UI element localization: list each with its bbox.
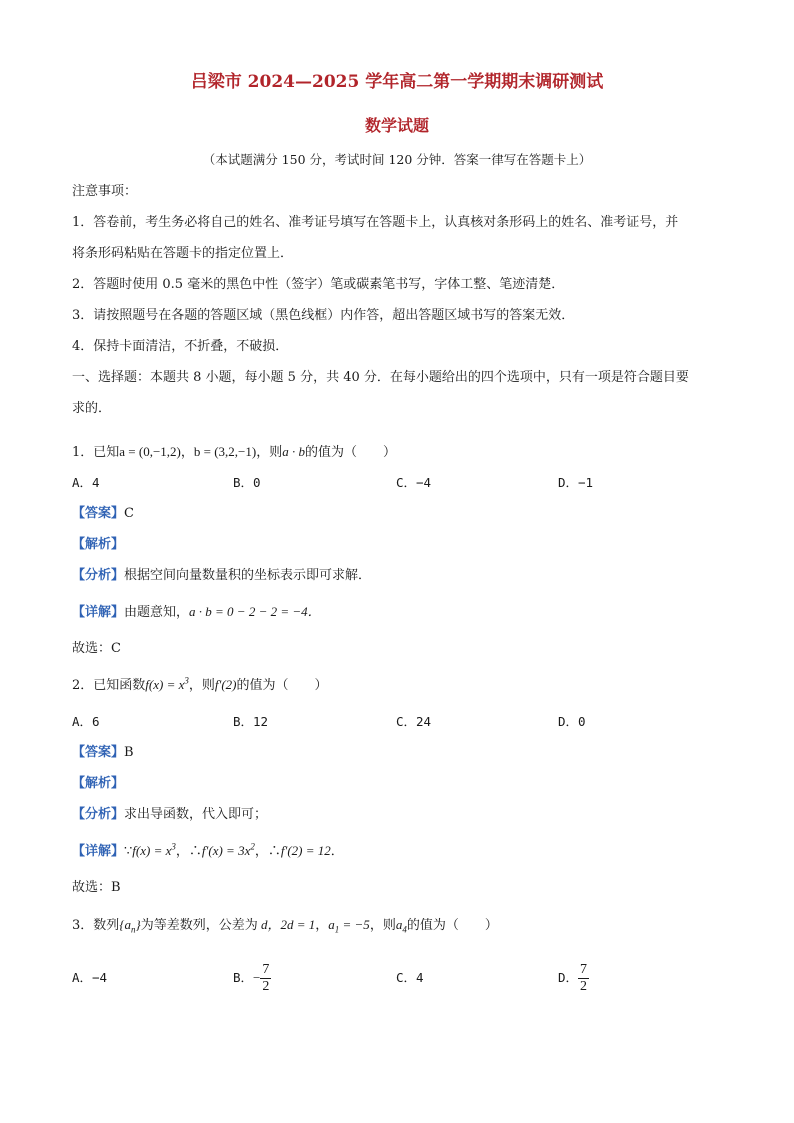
vector-a-coordinates: a = (0,−1,2) [119,444,181,459]
question-1-then: ，则 [256,445,283,460]
sequence-subscript: n [130,924,136,935]
xiangjie-math: a · b = 0 − 2 − 2 = −4． [189,604,321,619]
fenxi-tag: 【分析】 [72,568,125,583]
derivative-at-2: f′(2) [214,677,237,692]
question-1-separator: ， [180,445,194,460]
answer-value: B [124,745,134,760]
xiangjie-text: 由题意知， [124,605,190,620]
question-3-option-a: A．−4 [72,970,108,985]
question-2-option-d: D．0 [558,714,586,729]
first-term-subscript: 1 [334,924,340,935]
question-1-tail: 的值为（ ） [304,445,396,460]
answer-tag: 【答案】 [72,506,125,521]
fenxi-text: 根据空间向量数量积的坐标表示即可求解． [124,568,372,583]
notice-item-1-line-2: 将条形码粘贴在答题卡的指定位置上． [72,246,294,261]
question-3-prefix: 3．数列 [72,918,120,933]
notice-item-3: 3．请按照题号在各题的答题区域（黑色线框）内作答，超出答题区域书写的答案无效． [72,308,575,323]
exam-subtitle: 数学试题 [364,116,429,135]
option-d-numerator: 7 [580,962,588,977]
question-1-prefix: 1．已知 [72,445,120,460]
question-3-separator: ， [315,918,329,933]
question-1-option-b: B．0 [233,475,261,490]
xiangjie-math-3: f′(2) = 12 [280,843,331,858]
question-1-option-d: D．−1 [558,475,594,490]
exam-note: （本试题满分 150 分，考试时间 120 分钟．答案一律写在答题卡上） [202,152,592,167]
option-d-denominator: 2 [580,979,588,994]
notice-item-4: 4．保持卡面清洁，不折叠，不破损． [72,339,289,354]
question-2-answer [72,745,134,761]
answer-tag: 【答案】 [72,745,125,760]
sequence-open: {a [119,917,131,932]
notice-item-1-line-1: 1．答卷前，考生务必将自己的姓名、准考证号填写在答题卡上，认真核对条形码上的姓名、准考证号，并 [72,215,679,230]
question-3-option-b [233,958,271,999]
fenxi-text: 求出导函数，代入即可； [124,807,268,822]
question-1-option-c: C．−4 [396,475,432,490]
question-2-then: ，则 [188,678,215,693]
sequence-notation [119,917,141,935]
dot-product-expression: a · b [282,444,305,459]
therefore-symbol: ，∴ [175,844,202,859]
xiangjie-math-1-exponent: 3 [171,841,176,852]
first-term-symbol: a [328,917,335,932]
option-b-numerator: 7 [262,962,270,977]
question-1-analysis-tag: 【解析】 [72,537,125,552]
option-d-fraction [578,962,589,995]
question-2-tail: 的值为（ ） [236,678,328,693]
function-exponent: 3 [184,675,189,686]
question-2-prefix: 2．已知函数 [72,678,146,693]
option-d-label: D． [558,970,579,985]
option-b-sign: − [253,970,261,985]
because-symbol: ∵ [124,844,133,859]
option-b-label: B． [233,970,254,985]
option-b-fraction [260,962,271,995]
fourth-term-subscript: 4 [402,924,407,935]
notice-item-2: 2．答题时使用 0.5 毫米的黑色中性（签字）笔或碳素笔书写，字体工整、笔迹清楚． [72,277,565,292]
xiangjie-end: ． [330,844,344,859]
fourth-term [395,917,407,935]
question-1-answer [72,506,134,522]
question-2-analysis-tag: 【解析】 [72,776,125,791]
xiangjie-tag: 【详解】 [72,605,125,620]
option-b-denominator: 2 [262,979,270,994]
first-term [328,917,370,935]
first-term-value: = −5 [339,917,370,932]
answer-value: C [124,506,134,521]
common-difference-symbol: d， [257,917,281,932]
question-1-option-a: A．4 [72,475,100,490]
function-base: f(x) = x [145,677,185,692]
question-1-choice: 故选：C [72,641,121,656]
question-3-option-c: C．4 [396,970,424,985]
xiangjie-math-2-base: f′(x) = 3x [201,843,251,858]
question-2-fenxi [72,807,267,823]
question-2-choice: 故选：B [72,880,121,895]
question-1-fenxi [72,568,371,584]
xiangjie-math-1 [132,843,176,858]
xiangjie-math-1-base: f(x) = x [132,843,172,858]
fourth-term-symbol: a [395,917,403,932]
question-1-stem [72,444,396,461]
xiangjie-tag: 【详解】 [72,844,125,859]
condition-2d: 2d = 1 [280,917,316,932]
question-3-then: ，则 [369,918,396,933]
question-3-tail: 的值为（ ） [406,918,498,933]
question-2-stem [72,677,328,694]
function-definition [145,677,189,692]
question-2-option-b: B．12 [233,714,269,729]
fenxi-tag: 【分析】 [72,807,125,822]
question-3-text-1: 为等差数列，公差为 [140,918,258,933]
xiangjie-math-2-exponent: 2 [250,841,255,852]
therefore-symbol: ，∴ [254,844,281,859]
section-1-line-2: 求的． [72,401,112,416]
question-3-option-d [558,958,589,999]
question-3-stem [72,917,498,934]
section-1-line-1: 一、选择题：本题共 8 小题，每小题 5 分，共 40 分．在每小题给出的四个选项中，只有一项是符合题目要 [72,370,689,385]
question-2-option-a: A．6 [72,714,100,729]
notice-heading: 注意事项： [72,184,138,199]
question-1-xiangjie [72,604,321,621]
xiangjie-math-2 [202,843,255,858]
vector-b-coordinates: b = (3,2,−1) [193,444,257,459]
question-2-xiangjie [72,843,344,860]
question-2-option-c: C．24 [396,714,432,729]
exam-title: 吕梁市 2024—2025 学年高二第一学期期末调研测试 [190,72,604,92]
sequence-close: } [135,917,141,932]
